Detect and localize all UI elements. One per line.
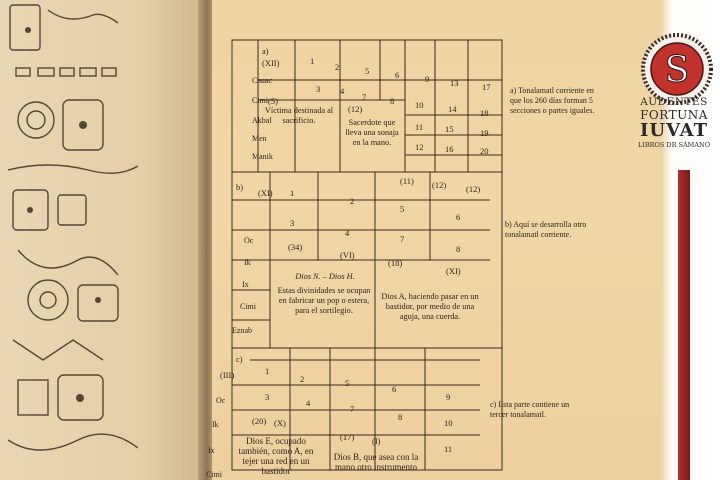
number-cell: 16 (445, 144, 454, 154)
number-cell: 10 (444, 418, 453, 428)
section-c-letter: c) (236, 354, 243, 364)
number-cell: 3 (290, 218, 295, 228)
number-cell: 7 (362, 92, 367, 102)
row-label: Ik (244, 258, 251, 267)
paren-cell: (34) (288, 242, 303, 252)
number-cell: 4 (306, 398, 311, 408)
section-b-letter: b) (236, 182, 244, 192)
row-label: Cauac (252, 76, 272, 85)
paren-cell: (12) (466, 184, 481, 194)
paren-cell: (12) (348, 104, 363, 114)
paren-cell: (5) (268, 96, 278, 106)
number-cell: 18 (480, 108, 489, 118)
number-cell: 20 (480, 146, 489, 156)
number-cell: 8 (390, 96, 395, 106)
section-a-top-label: (XII) (262, 58, 280, 68)
number-cell: 5 (400, 204, 405, 214)
paren-cell: (18) (388, 258, 403, 268)
section-a-letter: a) (262, 46, 269, 56)
victim-text: Víctima destinada al sacrificio. (264, 106, 334, 125)
number-cell: 4 (345, 228, 350, 238)
row-label: Ik (212, 420, 219, 429)
number-cell: 19 (480, 128, 489, 138)
number-cell: 11 (444, 444, 453, 454)
row-label: Eznab (232, 326, 252, 335)
number-cell: 6 (395, 70, 400, 80)
watermark-line1: AUDENTES (640, 96, 708, 108)
number-cell: 2 (350, 196, 355, 206)
number-cell: 14 (448, 104, 457, 114)
number-cell: 11 (415, 122, 424, 132)
deity-n-h-text: Estas divinidades se ocupan en fabricar un pop o estera, para el sortilegio. (277, 286, 371, 315)
row-label: Cimi (252, 96, 269, 105)
deity-a-text: Dios A, haciendo pasar en un bastidor, por medio de una aguja, una cuerda. (381, 292, 479, 321)
number-cell: 15 (445, 124, 454, 134)
number-cell: 6 (392, 384, 397, 394)
paren-cell: (VI) (340, 250, 355, 260)
section-b-top-label: (XI) (258, 188, 273, 198)
row-label: Oc (244, 236, 254, 245)
section-b-note: b) Aquí se desarrolla otro tonalamatl corriente. (505, 220, 587, 239)
seal-monogram: S (664, 50, 690, 91)
section-c-note: c) Esta parte contiene un tercer tonalamatl. (490, 400, 570, 419)
watermark-line2: FORTUNA (640, 108, 708, 122)
watermark-line4: LIBROS DR SÁMANO (637, 141, 711, 149)
number-cell: 17 (482, 82, 491, 92)
watermark-line3: IUVAT (639, 120, 709, 141)
number-cell: 3 (316, 84, 321, 94)
paren-cell: (11) (400, 176, 414, 186)
paren-cell: (XI) (446, 266, 461, 276)
row-label: Men (252, 134, 267, 143)
number-cell: 12 (415, 142, 424, 152)
number-cell: 9 (446, 392, 451, 402)
paren-cell: (12) (432, 180, 447, 190)
row-label: Manik (252, 152, 273, 161)
number-cell: 9 (425, 74, 430, 84)
deity-b-text: Dios B, que asea con la mano otro instrumento (333, 452, 419, 472)
row-label: Cimi (240, 302, 257, 311)
number-cell: 7 (400, 234, 405, 244)
number-cell: 8 (398, 412, 403, 422)
row-label: Akbal (252, 116, 272, 125)
row-label: Ix (242, 280, 249, 289)
number-cell: 2 (335, 62, 340, 72)
deity-n-h-title: Dios N. – Dios H. (295, 272, 355, 281)
paren-cell: (20) (252, 416, 267, 426)
section-a-note: a) Tonalamatl corriente en que los 260 días forman 5 secciones o partes iguales. (510, 86, 595, 115)
number-cell: 5 (345, 378, 350, 388)
row-label: Ix (208, 446, 215, 455)
number-cell: 13 (450, 78, 459, 88)
priest-text: Sacerdote que lleva una sonaja en la mano. (345, 118, 399, 147)
number-cell: 8 (456, 244, 461, 254)
number-cell: 5 (365, 66, 370, 76)
section-c-top-label: (III) (220, 370, 235, 380)
paren-cell: (X) (274, 418, 286, 428)
number-cell: 10 (415, 100, 424, 110)
number-cell: 1 (310, 56, 315, 66)
row-label: Oc (216, 396, 226, 405)
number-cell: 1 (290, 188, 295, 198)
paren-cell: (17) (340, 432, 355, 442)
number-cell: 1 (265, 366, 270, 376)
deity-e-text: Dios E, ocupado también, como A, en tejer una red en un bastidor (238, 436, 314, 476)
number-cell: 4 (340, 86, 345, 96)
row-label: Cimi (206, 470, 223, 479)
number-cell: 2 (300, 374, 305, 384)
number-cell: 3 (265, 392, 270, 402)
number-cell: 7 (350, 404, 355, 414)
paren-cell: (I) (372, 436, 381, 446)
number-cell: 6 (456, 212, 461, 222)
